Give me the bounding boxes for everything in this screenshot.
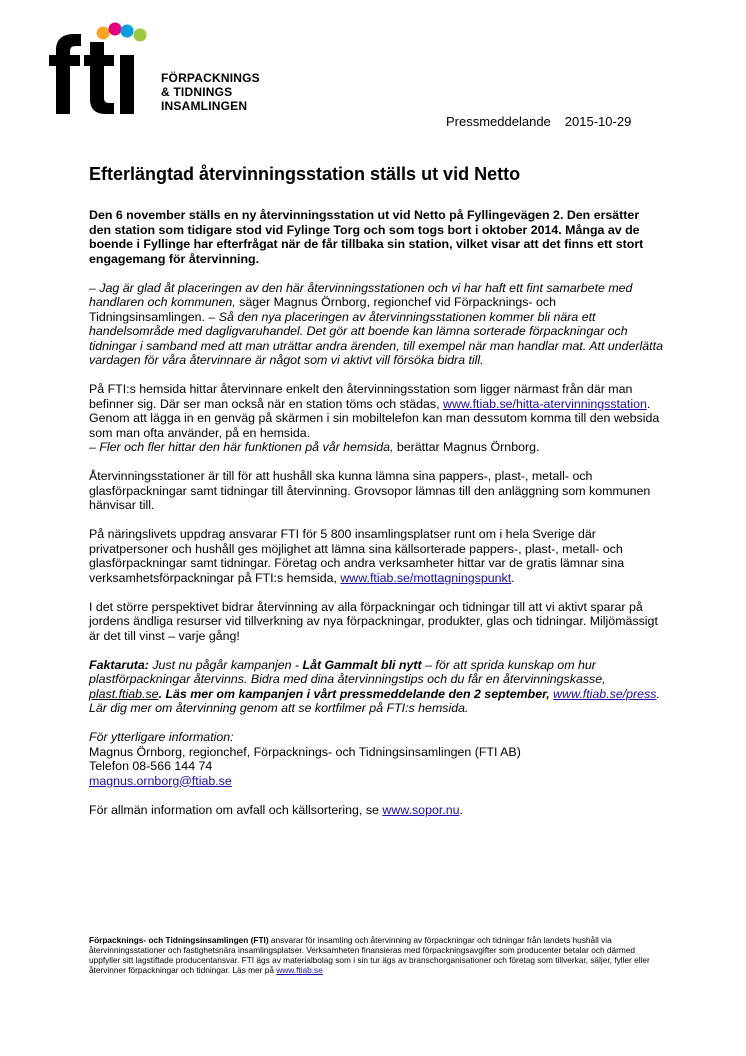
sopor-link[interactable]: www.sopor.nu	[382, 802, 460, 817]
logo-dot-pink	[109, 23, 122, 36]
plast-site-link[interactable]: plast.ftiab.se	[89, 686, 159, 701]
press-label: Pressmeddelande	[446, 114, 551, 129]
website-attribution: berättar Magnus Örnborg.	[393, 440, 540, 454]
quote-paragraph	[89, 281, 663, 368]
press-header	[446, 114, 631, 129]
station-finder-link[interactable]: www.ftiab.se/hitta-atervinningsstation	[443, 396, 647, 411]
website-text-2: . Genom att lägga in en genväg på skärmen i sin mobiltelefon kan man dessutom komma till den websida som man ofta använder, på en hemsida.	[89, 396, 660, 440]
factbox-text-1: Just nu pågår kampanjen -	[148, 657, 303, 672]
factbox-text-3: . Läs mer om kampanjen i vårt pressmeddelande den 2 september,	[158, 686, 554, 701]
website-quote: – Fler och fler hittar den här funktionen på vår hemsida,	[89, 440, 394, 454]
business-paragraph	[89, 527, 663, 585]
footer-text: ansvarar för insamling och återvinning av förpackningar och tidningar från landets hushåll via återvinningsstationer och fastighetsnära insamlingsplatser. Verksamheten finansieras med förpackningsavgifter som producenter betalar och därmed uppfyller sitt lagstiftade producentansvar. FTI ägs av materialbolag som i sin tur ägs av branschorganisationer och företag som tillverkar, säljer, fyller eller återvinner förpackningar och tidningar. Läs mer på	[89, 935, 650, 975]
perspective-paragraph: I det större perspektivet bidrar återvinning av alla förpackningar och tidningar till att vi aktivt sparar på jordens ändliga resurser vid tillverkning av nya förpackningar, produkter, glas och tidningar. Miljömässigt är det till vinst – varje gång!	[89, 599, 658, 643]
general-text: För allmän information om avfall och källsortering, se	[89, 802, 383, 817]
stations-paragraph: Återvinningsstationer är till för att hushåll ska kunna lämna sina pappers-, plast-, metall- och glasförpackningar samt tidningar till återvinning. Grovsopor lämnas till den anläggning som kommunen hänvisar till.	[89, 469, 651, 512]
quote-part-3: – Så den nya placeringen av återvinningsstationen kommer bli nära ett handelsområde med dagligvaruhandel. Det gör att boende kan lämna sorterade förpackningar och tidningar i samband med att man uträttar andra ärenden, till exempel när man handlar mat. Att underlätta vardagen för våra återvinnare är något som vi aktivt vill försöka bidra till.	[89, 309, 663, 367]
factbox-paragraph	[89, 658, 663, 716]
footer-org: Förpacknings- och Tidningsinsamlingen (FTI)	[89, 935, 269, 945]
contact-block	[89, 730, 663, 788]
business-end: .	[511, 570, 515, 585]
logo-dot-blue	[121, 25, 134, 38]
press-date: 2015-10-29	[564, 114, 632, 129]
fti-logo-mark	[48, 22, 160, 122]
logo-line-3: INSAMLINGEN	[161, 99, 248, 113]
business-text: På näringslivets uppdrag ansvarar FTI för 5 800 insamlingsplatser runt om i hela Sverige där privatpersoner och hushåll ges möjlighet att lämna sina källsorterade pappers-, plast-, metall- och glasförpackningar samt tidningar. Företag och andra verksamheter hittar var de gratis lämnar sina verksamhetsförpackningar på FTI:s hemsida,	[89, 527, 625, 585]
website-paragraph	[89, 382, 663, 455]
factbox-text-2: – för att sprida kunskap om hur plastförpackningar återvinns. Bidra med dina återvinningstips och du får en återvinningskasse,	[89, 657, 606, 686]
campaign-name: Låt Gammalt bli nytt	[302, 657, 422, 672]
footer-link[interactable]: www.ftiab.se	[276, 965, 323, 975]
fti-logo	[48, 22, 288, 122]
lead-paragraph: Den 6 november ställs en ny återvinningsstation ut vid Netto på Fyllingevägen 2. Den ersätter den station som tidigare stod vid Fylinge Torg och som togs bort i oktober 2014. Många av de boende i Fyllinge har efterfrågat när de får tillbaka sin station, vilket visar att det finns ett stort engagemang för återvinning.	[89, 208, 644, 266]
general-end: .	[459, 802, 463, 817]
contact-email-link[interactable]: magnus.ornborg@ftiab.se	[89, 773, 232, 788]
footer-boilerplate	[89, 935, 663, 975]
factbox-text-4: . Lär dig mer om återvinning genom att se kortfilmer på FTI:s hemsida.	[89, 686, 660, 715]
logo-dot-orange	[97, 27, 110, 40]
reception-point-link[interactable]: www.ftiab.se/mottagningspunkt	[340, 570, 512, 585]
article-body	[89, 208, 663, 832]
logo-dot-green	[134, 29, 147, 42]
contact-name: Magnus Örnborg, regionchef, Förpacknings- och Tidningsinsamlingen (FTI AB)	[89, 744, 521, 759]
quote-part-2: säger Magnus Örnborg, regionchef vid Förpacknings- och Tidningsinsamlingen.	[89, 295, 556, 324]
logo-line-1: FÖRPACKNINGS	[161, 71, 260, 85]
website-text-1: På FTI:s hemsida hittar återvinnare enkelt den återvinningsstation som ligger närmast från där man befinner sig. Där ser man också när en station töms och städas,	[89, 382, 633, 411]
quote-part-1: – Jag är glad åt placeringen av den här återvinningsstationen och vi har haft ett fint samarbete med handlaren och kommunen,	[89, 280, 633, 309]
contact-phone: Telefon 08-566 144 74	[89, 759, 213, 773]
page-title: Efterlängtad återvinningsstation ställs ut vid Netto	[89, 164, 521, 184]
contact-label: För ytterligare information:	[89, 730, 234, 744]
logo-wordmark	[161, 71, 260, 113]
factbox-label: Faktaruta:	[89, 657, 149, 672]
logo-line-2: & TIDNINGS	[161, 85, 233, 99]
press-link[interactable]: www.ftiab.se/press	[553, 686, 657, 701]
general-info-paragraph	[89, 803, 663, 818]
